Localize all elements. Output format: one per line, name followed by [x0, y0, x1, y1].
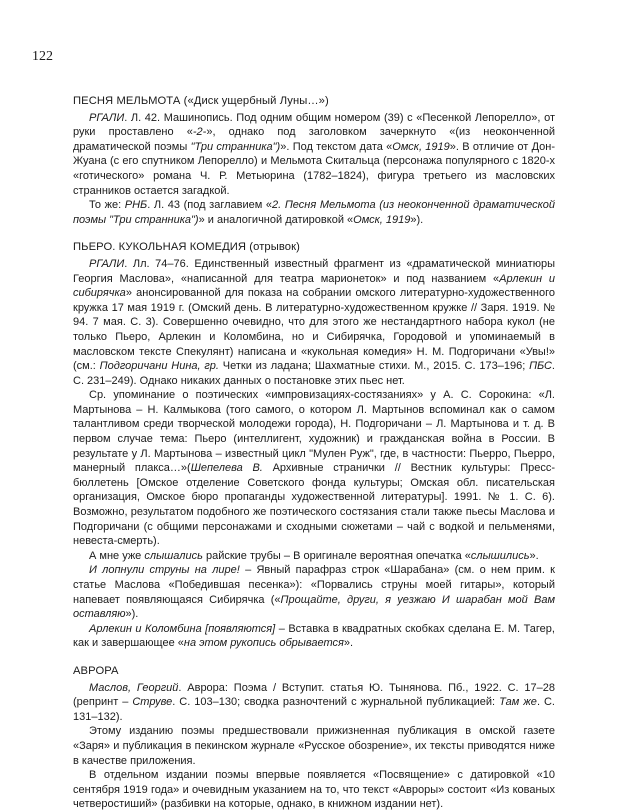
- section-title: АВРОРА: [73, 664, 119, 677]
- italic-run: Маслов, Георгий: [89, 681, 179, 694]
- italic-run: на этом рукопись обрывается: [183, 637, 344, 650]
- text-run: Ср. упоминание о поэтических «импровизациях-состязаниях» у А. С. Сорокина: «Л. Мартынова – Н. Калмыкова (того самого, о котором Л. Мартынов вспоминал как о самом талантливом среди творческой молодежи города), Н. Подгоричани – Л. Мартынова и т. д. В первом случае тема: Пьеро (интеллигент, художник) и гражданская война в России. В результате у Л. Мартынова – известный цикл "Мулен Руж", где, в частности: Пьерро, Пьерро, манерный плакса…»(: [73, 389, 555, 475]
- paragraph: [73, 681, 555, 725]
- text-run: ». Под текстом дата «: [280, 140, 393, 153]
- italic-run: слышились: [470, 549, 530, 562]
- paragraph: [73, 563, 555, 621]
- text-run: Этому изданию поэмы предшествовали прижизненная публикация в омской газете «Заря» и публикация в пекинском журнале «Русское обозрение», их тексты приводятся ниже в качестве приложения.: [73, 725, 555, 767]
- text-run: ».: [529, 549, 539, 562]
- italic-run: 2. Песня Мельмота (из неоконченной драматической поэмы "Три странника"): [73, 199, 556, 226]
- italic-run: -2-: [192, 126, 207, 139]
- text-run: – Явный парафраз строк «Шарабана» (см. о нем прим. к статье Маслова «Победившая песенка»): «Порвались струны моей гитары», который напевает появляющаяся Сибирячка («: [73, 564, 555, 606]
- italic-run: Омск, 1919: [353, 213, 411, 226]
- italic-run: "Три странника"): [190, 140, 281, 153]
- text-run: . С. 103–130; сводка разночтений с журнальной публикацией:: [172, 696, 500, 709]
- text-run: – Вставка в квадратных скобках сделана Е. М. Тагер, как и завершающее «: [73, 622, 555, 650]
- paragraph: [73, 257, 555, 388]
- text-run: ». В отличие от Дон-Жуана (с его спутником Лепорелло) и Мельмота Скитальца (персонажа популярного с 1820-х «готического» романа Ч. Р. Метьюрина (1782–1824), фигура третьего из масловских странников остается загадкой.: [73, 140, 555, 197]
- italic-run: Подгоричани Нина, гр.: [99, 360, 219, 373]
- text-run: Четки из ладана; Шахматные стихи. М., 2015. С. 173–196;: [218, 360, 530, 373]
- italic-run: Струве: [132, 696, 173, 709]
- text-run: »).: [410, 213, 424, 226]
- italic-run: Там же: [499, 696, 537, 709]
- paragraph: [73, 768, 555, 812]
- paragraph: [73, 111, 555, 199]
- italic-run: РГАЛИ: [89, 111, 125, 124]
- text-run: . Аврора: Поэма / Вступит. статья Ю. Тынянова. Пб., 1922. С. 17–28 (репринт –: [73, 681, 556, 709]
- text-run: »).: [125, 608, 139, 621]
- section-piero: [73, 240, 555, 651]
- section-title: ПЕСНЯ МЕЛЬМОТА («Диск ущербный Луны…»): [73, 95, 329, 107]
- text-run: райские трубы – В оригинале вероятная опечатка «: [202, 549, 471, 562]
- text-run: . Л. 43 (под заглавием «: [147, 199, 273, 212]
- italic-run: Арлекин и Коломбина [появляются]: [89, 622, 276, 635]
- text-run: В отдельном издании поэмы впервые появляется «Посвящение» с датировкой «10 сентября 1919 года» и очевидным указанием на то, что текст «Авроры» состоит «Из кованых четверостиший» (разбивки на которые, однако, в книжном издании нет).: [73, 769, 555, 811]
- italic-run: РНБ: [124, 199, 148, 212]
- italic-run: Омск, 1919: [392, 140, 450, 153]
- page-number: 122: [32, 49, 53, 64]
- text-run: » и аналогичной датировкой «: [198, 213, 354, 226]
- paragraph: [73, 724, 555, 768]
- italic-run: И лопнули струны на лире!: [89, 564, 240, 577]
- page-content: [73, 94, 555, 812]
- text-run: ».: [343, 637, 354, 650]
- italic-run: Арлекин и сибирячка: [73, 272, 555, 300]
- section-avrora: [73, 664, 555, 812]
- text-run: . С. 131–132).: [73, 696, 555, 723]
- text-run: » анонсированной для показа на собрании омского литературно-художественного кружка 17 мая 1919 г. (Омский день. В литературно-художественном кружке // Заря. 1919. № 94. 7 мая. С. 3). Совершенно очевидно, что для этого же нестандартного набора кукол (не только Пьеро, Арлекин и Коломбина, но и Сибирячка, Городовой и упоминаемый в масловском тексте Спекулянт) написана и «кукольная комедия» Н. М. Подгоричани «Увы!» (см.:: [73, 287, 555, 373]
- section-pesnya-melmota: [73, 94, 555, 227]
- italic-run: ПБС: [529, 360, 552, 373]
- text-run: . Лл. 74–76. Единственный известный фрагмент из «драматической миниатюры Георгия Маслова», «написанной для театра марионеток» и под названием «: [73, 257, 555, 285]
- paragraph: [73, 198, 555, 227]
- text-run: », однако под заголовком зачеркнуто «(из неоконченной драматической поэмы: [73, 126, 556, 153]
- section-title: ПЬЕРО. КУКОЛЬНАЯ КОМЕДИЯ (отрывок): [73, 241, 300, 254]
- italic-run: Прощайте, други, я уезжаю И шарабан мой Вам оставляю: [73, 593, 556, 621]
- text-run: То же:: [89, 199, 125, 212]
- text-run: . С. 231–249). Однако никаких данных о постановке этих пьес нет.: [73, 360, 555, 387]
- italic-run: слышались: [144, 549, 203, 562]
- paragraph: [73, 622, 555, 651]
- text-run: Архивные странички // Вестник культуры: Пресс-бюллетень [Омское отделение Советского фонда культуры; Омская обл. писательская организация, Омское бюро пропаганды художественной литературы]. 1991. № 1. С. 6). Возможно, результатом подобного же поэтического состязания стали также пьесы Маслова и Подгоричани (с общими персонажами и сходными сюжетами – чай с водкой и пельменями, невеста-смерть).: [73, 462, 556, 548]
- italic-run: Шепелева В.: [190, 462, 263, 475]
- italic-run: РГАЛИ: [89, 257, 125, 270]
- paragraph: [73, 388, 555, 549]
- text-run: А мне уже: [89, 549, 145, 562]
- paragraph: [73, 549, 555, 564]
- text-run: . Л. 42. Машинопись. Под одним общим номером (39) с «Песенкой Лепорелло», от руки проставлено «: [73, 111, 555, 139]
